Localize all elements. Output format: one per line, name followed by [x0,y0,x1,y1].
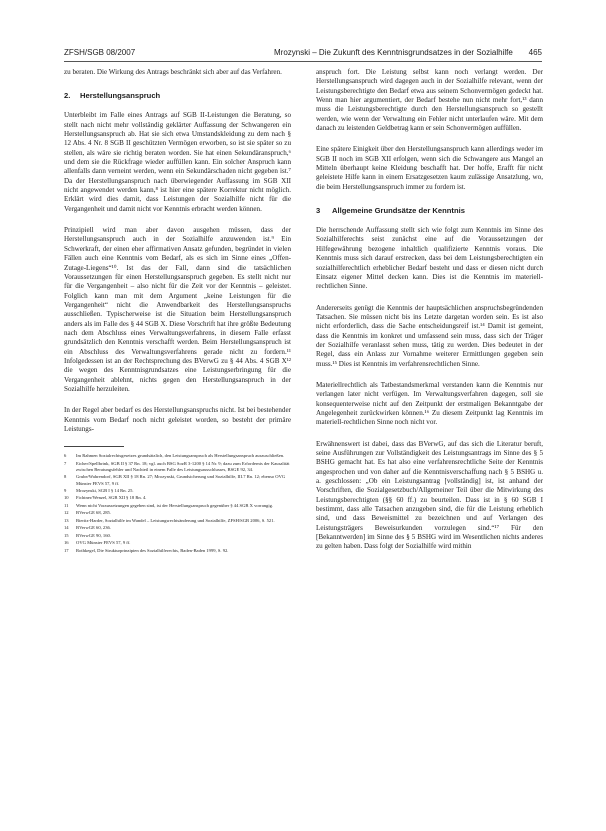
footnote-number: 10 [64,495,69,501]
footnote-text: Wenn nicht Voraussetzungen gegeben sind, ist der Herstellungsanspruch gegenüber § 44 SGB X vorrangig. [76,502,274,508]
footnote-text: OVG Münster FEVS 57, 9 ff. [76,540,131,546]
section-heading [64,91,291,100]
footnote-number: 9 [64,487,67,493]
section-title: Allgemeine Grundsätze der Kenntnis [332,206,465,216]
footnote-number: 16 [64,540,69,546]
paragraph: Materiellrechtlich als Tatbestandsmerkmal verstanden kann die Kenntnis nur verlangen later nicht verfügen. Im Verwaltungsverfahren dagegen, soll sie konsequenterweise nicht auf den Zeitpunkt der erstmaligen Bekanntgabe der Angelegenheit zurückwirken können.¹⁶ Zu diesem Zeitpunkt lag Kenntnis im materiell-rechtlichen Sinne noch nicht vor. [316,380,543,427]
running-header [64,48,542,62]
footnote [64,461,291,473]
footnote [64,474,291,486]
footnote-text: Rothkegel, Die Strukturprinzipien des Sozialhilferechts, Baden-Baden 1999, S. 92. [76,547,229,553]
footnote [64,488,291,494]
section-heading [316,206,543,215]
footnote-text: Grube/Wahrendorf, SGB XII § 18 Rn. 27; Mrozynski, Grundsicherung und Sozialhilfe, III.7 Rn. 12; ebenso OVG Münster FEVS 57, 9 ff. [76,474,286,486]
paragraph: Prinzipiell wird man aber davon ausgehen müssen, dass der Herstellungsanspruch auch in der Sozialhilfe anzuwenden ist.⁹ Ein Schwerkraft, der einen eher affirmativen Ansatz gefunden, begründet in vielen Fällen auch eine Kenntnis vom Bedarf, als es sich im Sinne eines „Offen-Zutage-Liegens“¹⁰. Ist das der Fall, dann sind die tatsächlichen Voraussetzungen für einen Herstellungsanspruch gegeben. Es stellt nicht nur für die Vergangenheit – also nicht für die Zeit vor der Kenntnis – geleistet. Folglich kann man mit dem Argument „keine Leistungen für die Vergangenheit“ nicht die Anwendbarkeit des Herstellungsanspruchs ausschließen. Typischerweise ist die Situation beim Herstellungsanspruch anders als im Falle des § 44 SGB X. Diese Vorschrift hat ihre größte Bedeutung nach dem Abschluss eines Verwaltungsverfahrens, in diesem Falle erfasst grundsätzlich den Kenntnis verschafft werden. Beim Herstellungsanspruch ist ein Abschluss des Verwaltungsverfahrens gerade nicht zu fordern.¹¹ Infolgedessen ist an der Rechtsprechung des BVerwG zu § 44 Abs. 4 SGB X¹² die wegen des Kenntnisgrundsatzes eine Leistungserbringung für die Vergangenheit ablehnt, nichts gegen den Herstellungsanspruch in der Sozialhilfe herzuleiten. [64,226,291,393]
footnote-rule [64,446,124,447]
footnote-number: 15 [64,532,69,538]
footnote-number: 13 [64,517,69,523]
page-number: 465 [528,48,542,57]
footnote-number: 12 [64,510,69,516]
footnote [64,518,291,524]
footnote [64,525,291,531]
footnote [64,495,291,501]
footnote-number: 11 [64,502,69,508]
footnotes [64,453,291,554]
footnote-text: Bieritz-Harder, Sozialhilfe im Wandel – Leistungsrechtsänderung und Sozialhilfe, ZFSH/SGB 2006, S. 521. [76,517,275,523]
footnote-text: Eicher/Spellbrink, SGB II § 37 Rn. 18; vgl. auch BSG SozR 3-1200 § 14 Nr. 9; dazu zum Erfordernis der Kausalität zwischen Beratungsfehler und Nachteil in einem Falle des Leistungsausschlusses, BSGE 92, 34. [76,460,290,472]
footnote [64,540,291,546]
article-author-title: Mrozynski – Die Zukunft des Kenntnisgrundsatzes in der Sozialhilfe [274,48,513,57]
footnote [64,548,291,554]
footnote-number: 8 [64,474,67,480]
section-title: Herstellungsanspruch [80,91,161,101]
paragraph: Erwähnenswert ist dabei, dass das BVerwG, auf das sich die Literatur beruft, seine Ausführungen zur Vollständigkeit des Leistungsantrags im Sinne des § 5 BSHG gemacht hat. Es hat also eine verfahrensrechtliche Seite der Kenntnis angesprochen und von daher auf die Kenntnisverschaffung nach § 5 BSHG u. a. geschlossen: „Ob ein Leistungsantrag [vollständig] ist, ist anhand der Vorschriften, die Sozialgesetzbuch/Allgemeiner Teil über die Mitwirkung des Leistungsberechtigten (§§ 60 ff.) zu beurteilen. Dass ist in § 60 SGB I bestimmt, dass alle Tatsachen anzugeben sind, die für die Leistung erheblich sind, und dass Beweismittel zu bezeichnen und auf Verlangen des Leistungsträgers Beweisurkunden vorzulegen sind.“¹⁷ Für den [Bekanntwerden] im Sinne des § 5 BSHG wird im Wesentlichen nichts anderes zu gelten haben. Dass folgt der Sozialhilfe wird mithin [316,439,543,551]
header-rule [64,61,542,62]
footnote-text: BVerwGE 90, 160. [76,532,111,538]
footnote-number: 6 [64,453,67,459]
footnote-text: Mrozynski, SGB I § 14 Rn. 25. [76,487,134,493]
footnote-text: BVerwGE 60, 236. [76,525,111,531]
journal-reference: ZFSH/SGB 08/2007 [64,48,136,57]
footnote-number: 14 [64,525,69,531]
footnote-text: Im Rahmen Sozialrechtsgesetzes grundsätzlich, den Leistungsanspruch als Herstellungsanspruch auszuschließen. [76,453,285,459]
right-column [316,68,543,564]
footnote [64,510,291,516]
paragraph: Die herrschende Auffassung stellt sich wie folgt zum Kenntnis im Sinne des Sozialhilferechts seist zunächst eine auf die Voraussetzungen der Hilfegewährung bezogene inhaltlich qualifizierte Kenntnis voraus. Die Kenntnis muss sich darauf erstrecken, dass bei dem Leistungsberechtigten ein sozialhilferechtlich erheblicher Bedarf besteht und dass er diesen nicht durch Einsatz eigener Mittel decken kann. Dies ist die Kenntnis im materiell-rechtlichen Sinne. [316,226,543,291]
footnote-number: 7 [64,460,67,466]
footnote-text: Fichtner/Wenzel, SGB XII § 18 Rn. 4. [76,495,147,501]
left-column [64,68,291,555]
section-number: 2. [64,91,71,101]
paragraph: Unterbleibt im Falle eines Antrags auf SGB II-Leistungen die Beratung, so stellt nach nicht mehr vollständig geklärter Auffassung der Schwangeren ein Herstellungsanspruch ab. Hat sie sich etwa Umstandskleidung zu dem nach § 12 Abs. 4 Nr. 8 SGB II geschützten Vermögen erworben, so ist sie später so zu stellen, als wäre sie richtig beraten worden. Sie hat einen Sekundäranspruch,⁶ und dem sie die Rückfrage wieder auffüllen kann. Ein solcher Anspruch kann allenfalls dann verneint werden, wenn ein Sekundärschaden nicht gegeben ist.⁷ Da der Herstellungsanspruch nach überwiegender Auffassung im SGB XII nicht angewendet werden kann,⁸ ist hier eine spätere Korrektur nicht möglich. Erklärt wird dies damit, dass Leistungen der Sozialhilfe nicht für die Vergangenheit und damit nicht vor Kenntnis erbracht werden können. [64,111,291,213]
paragraph: In der Regel aber bedarf es des Herstellungsanspruchs nicht. Ist bei bestehender Kenntnis vom Bedarf noch nicht geleistet worden, so besteht der primäre Leistungs- [64,406,291,433]
paragraph: zu beraten. Die Wirkung des Antrags beschränkt sich aber auf das Verfahren. [64,68,282,76]
footnote-number: 17 [64,547,69,553]
section-number: 3 [316,206,321,216]
footnote-text: BVerwGE 68, 285. [76,510,111,516]
paragraph: Eine spätere Einigkeit über den Herstellungsanspruch kann allerdings weder im SGB II noch im SGB XII erfolgen, wenn sich die Schwangere aus Mangel an Mitteln überhaupt keine Kleidung beschafft hat. Der hoffe, Erafft für nicht geleistete Hilfe kann in einem Ersatzgesetzen kaum zulässige Ansatzlung, wo, die beim Herstellungsanspruch immer zu fordern ist. [316,145,543,191]
footnote [64,503,291,509]
footnote [64,533,291,539]
footnote [64,453,291,459]
paragraph: anspruch fort. Die Leistung selbst kann noch verlangt werden. Der Herstellungsanspruch wird dagegen auch in der Sozialhilfe relevant, wenn der Leistungsberechtigte den Bedarf etwa aus seinem Schonvermögen gedeckt hat. Wenn man hier argumentiert, der Bedarf bestehe nun nicht mehr fort,¹³ dann muss die Leistungsberechtigte durch den Herstellungsanspruch so gestellt werden, wie wenn der Verwaltung ein Fehler nicht unterlaufen wäre. Mit dem danach zu leistenden Geldbetrag kann er sein Schonvermögen auffüllen. [316,68,543,133]
paragraph: Andererseits genügt die Kenntnis der hauptsächlichen anspruchsbegründenden Tatsachen. Sie müssen nicht bis ins Letzte dargetan worden sein. Es ist also nicht erforderlich, dass die Sache entscheidungsreif ist.¹⁴ Damit ist gemeint, dass die Kenntnis im konkret und umfassend sein muss, dass sich der Träger der Sozialhilfe veranlasst sehen muss, tätig zu werden. Dies bedeutet in der Regel, dass ein Anlass zur Vornahme weiterer Ermittlungen gegeben sein muss.¹⁵ Dies ist Kenntnis im verfahrensrechtlichen Sinne. [316,303,543,368]
